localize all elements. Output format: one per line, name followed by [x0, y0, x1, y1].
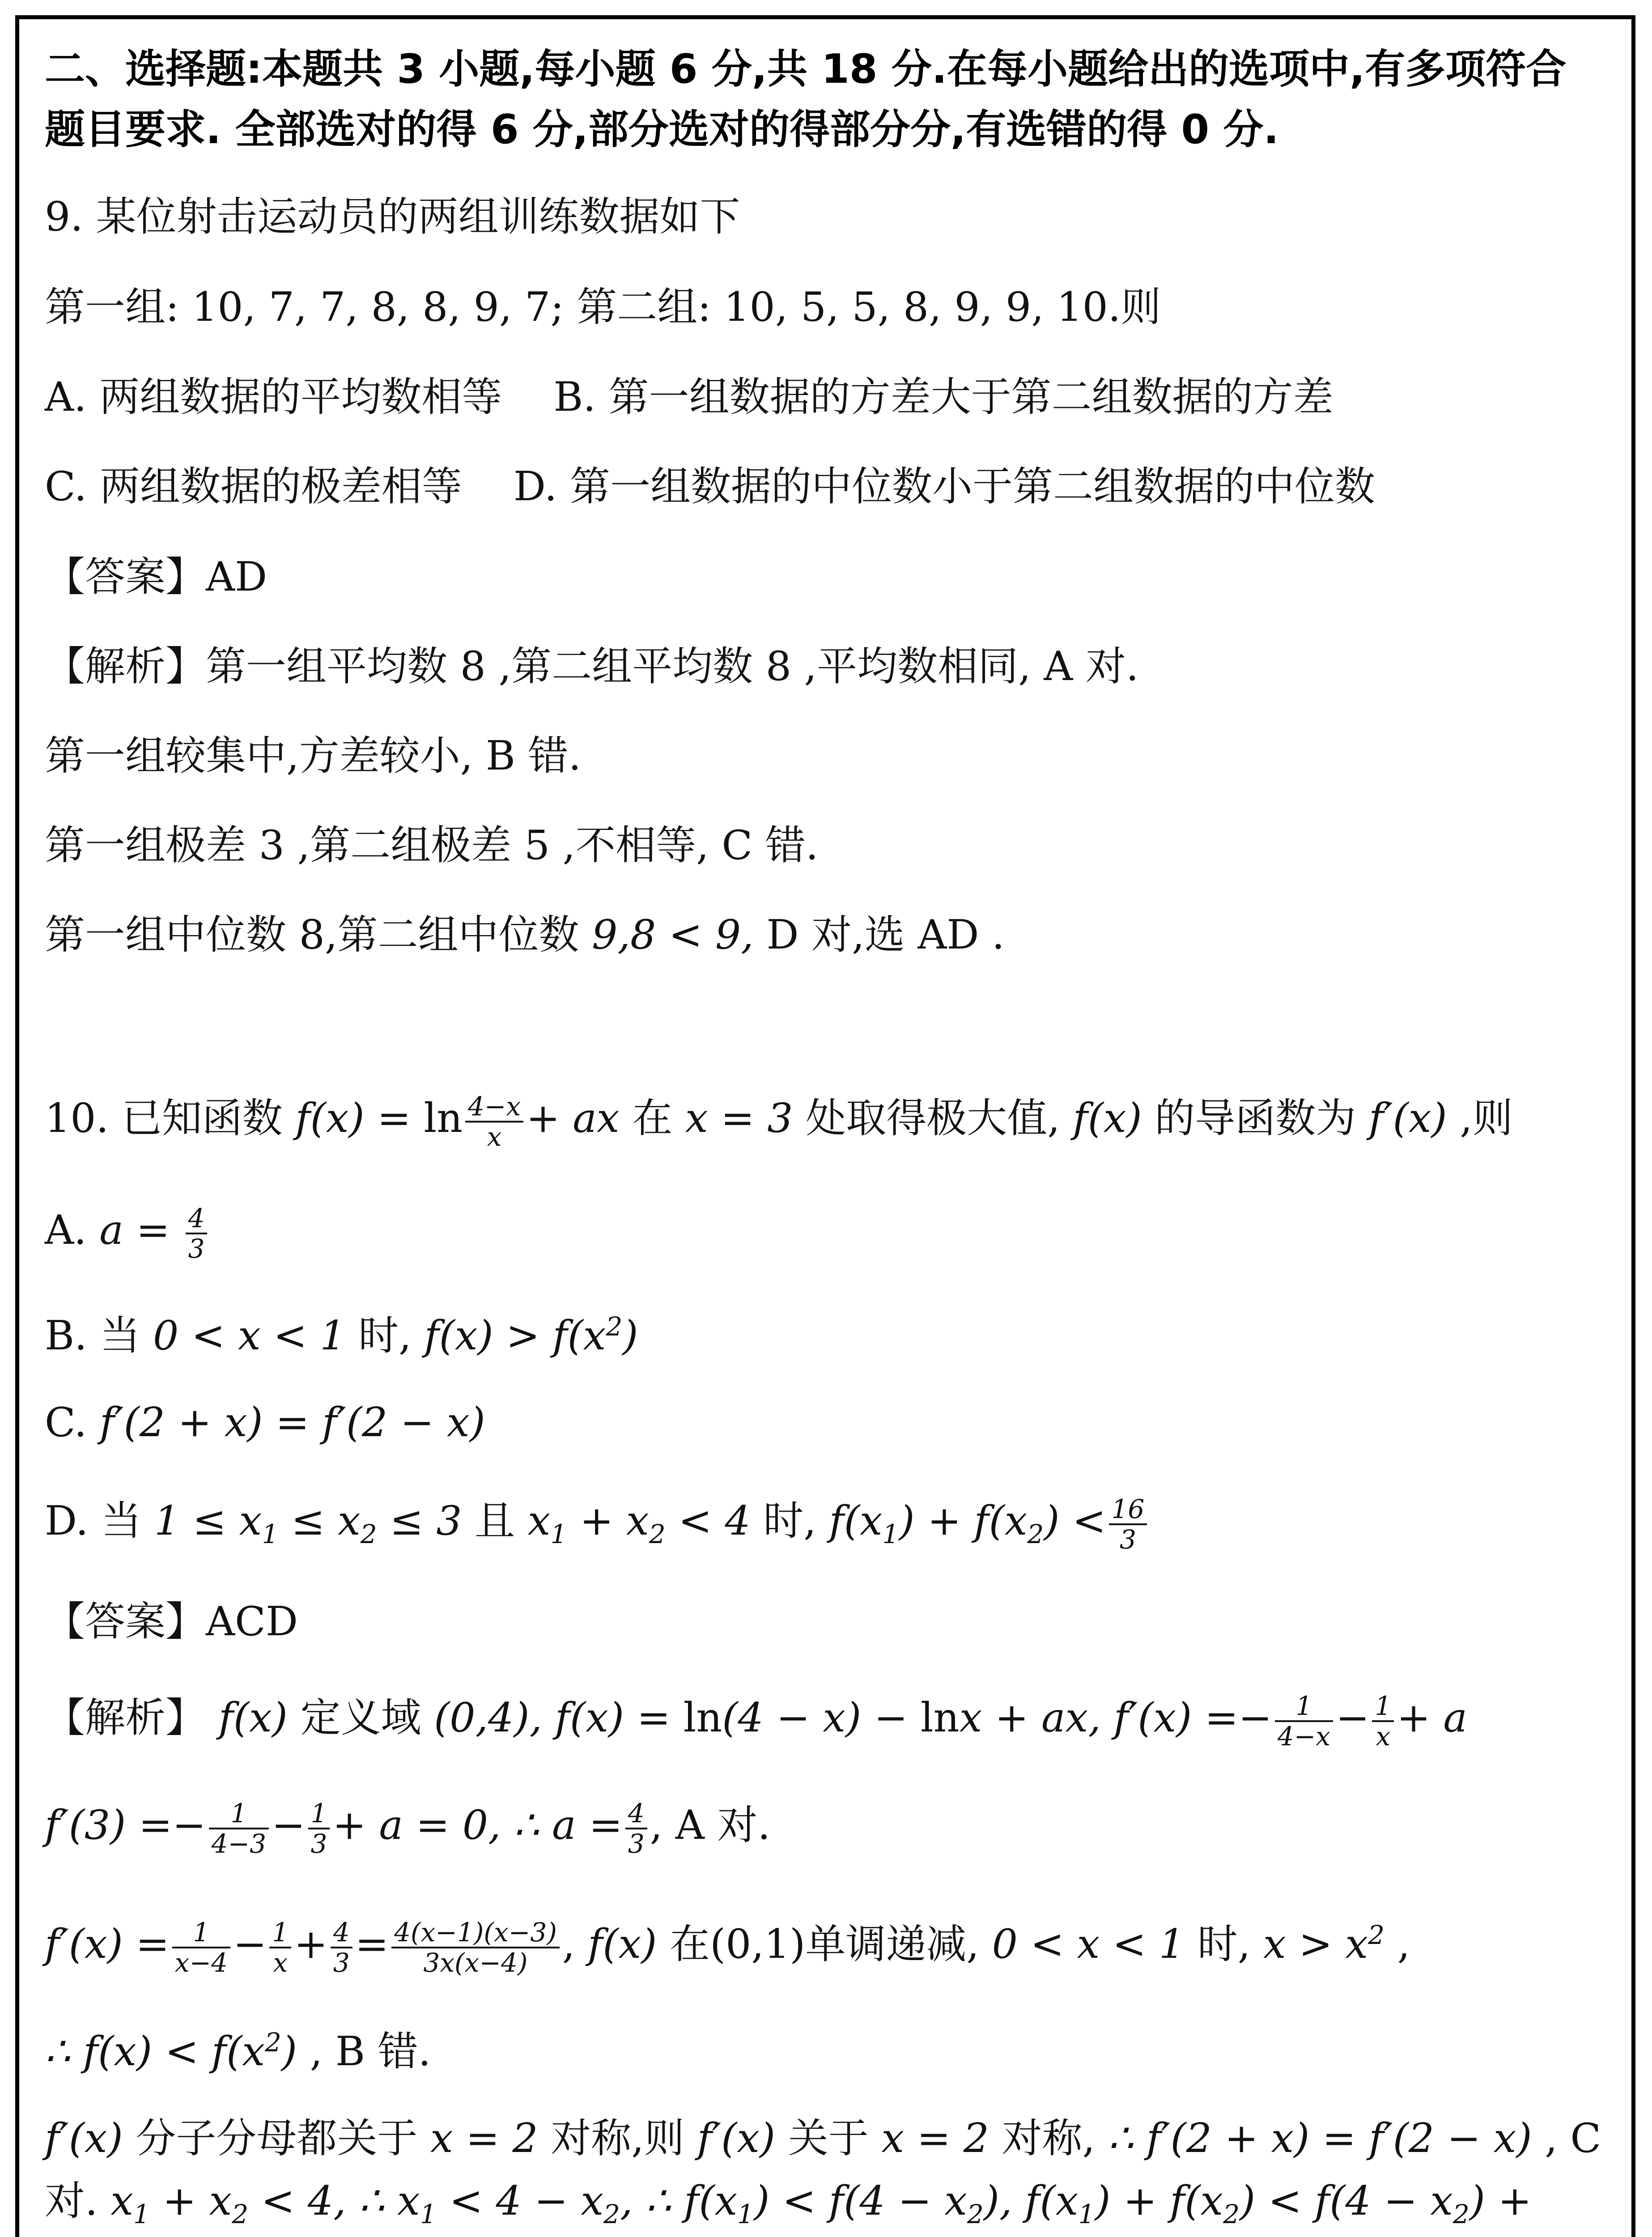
q9-option-a: A. 两组数据的平均数相等 — [45, 374, 502, 421]
q9-answer: 【答案】AD — [45, 553, 268, 600]
q10-analysis-2: f′(3) =− $\frac{1}{4-3}$ − $\frac{1}{3}$ + a = 0, ∴ a = $\frac{4}{3}$ , A 对. — [45, 1798, 771, 1859]
q9-option-b: B. 第一组数据的方差大于第二组数据的方差 — [553, 374, 1333, 421]
q10-analysis-6: 对. $x_1 + x_2 < 4$, ∴ $x_1 < 4 - x_2$, ∴ $f(x_1) < f(4 - x_2)$, $f(x_1) + f(x_2) < f(4 - x_2)$ + — [45, 2177, 1532, 2229]
q9-option-d: D. 第一组数据的中位数小于第二组数据的中位数 — [513, 463, 1376, 510]
q9-stem: 9. 某位射击运动员的两组训练数据如下 — [45, 193, 740, 240]
q9-option-c: C. 两组数据的极差相等 — [45, 463, 462, 510]
q10-option-a: A. a = $\frac{4}{3}$ — [45, 1204, 210, 1263]
q10-option-b: B. 当 0 < x < 1 时, $f(x) > f(x^2)$ — [45, 1311, 638, 1359]
q10-option-d: D. 当 $1 \le x_1 \le x_2 \le 3$ 且 $x_1 + x_2 < 4$ 时, $f(x_1) + f(x_2)$ < $\frac{16}{3}$ — [45, 1494, 1150, 1561]
q10-stem: 10. 已知函数 f(x) = ln $\frac{4-x}{x}$ + ax 在 x = 3 处取得极大值, f(x) 的导函数为 f′(x) ,则 — [45, 1091, 1513, 1152]
q10-answer: 【答案】ACD — [45, 1598, 298, 1645]
q10-analysis-3: f′(x) = $\frac{1}{x-4}$ − $\frac{1}{x}$ + $\frac{4}{3}$ = $\frac{4(x-1)(x-3)}{3x(x-4)}$ , f(x) 在(0,1)单调递减, 0 < x < 1 时, $x > x^2$ , — [45, 1917, 1410, 1978]
q9-analysis-4: 第一组中位数 8,第二组中位数 9,8 < 9, D 对,选 AD . — [45, 911, 1005, 958]
q10-analysis-4: ∴ $f(x) < f(x^2)$ , B 错. — [45, 2027, 431, 2075]
section-header-line-1: 二、选择题:本题共 3 小题,每小题 6 分,共 18 分.在每小题给出的选项中,有多项符合 — [45, 46, 1567, 93]
q10-analysis-1: 【解析】 f(x) 定义域 (0,4), f(x) = ln(4 − x) − lnx + ax, f′(x) =− $\frac{1}{4-x}$ − $\frac{1}{x}$ + a — [45, 1690, 1468, 1752]
q9-analysis-1: 【解析】第一组平均数 8 ,第二组平均数 8 ,平均数相同, A 对. — [45, 643, 1139, 690]
q9-options-ab — [45, 370, 1333, 424]
q10-stem-fraction: $\frac{4-x}{x}$ — [465, 1092, 523, 1151]
q10-analysis-5: f′(x) 分子分母都关于 x = 2 对称,则 f′(x) 关于 x = 2 对称, ∴ f′(2 + x) = f′(2 − x) , C — [45, 2115, 1601, 2162]
q9-analysis-3: 第一组极差 3 ,第二组极差 5 ,不相等, C 错. — [45, 822, 819, 869]
q9-data: 第一组: 10, 7, 7, 8, 8, 9, 7; 第二组: 10, 5, 5, 8, 9, 9, 10.则 — [45, 284, 1161, 331]
q9-analysis-2: 第一组较集中,方差较小, B 错. — [45, 732, 582, 779]
section-header-line-2: 题目要求. 全部选对的得 6 分,部分选对的得部分分,有选错的得 0 分. — [45, 106, 1279, 153]
q10-option-c: C. f′(2 + x) = f′(2 − x) — [45, 1399, 485, 1446]
q9-options-cd — [45, 460, 1375, 514]
